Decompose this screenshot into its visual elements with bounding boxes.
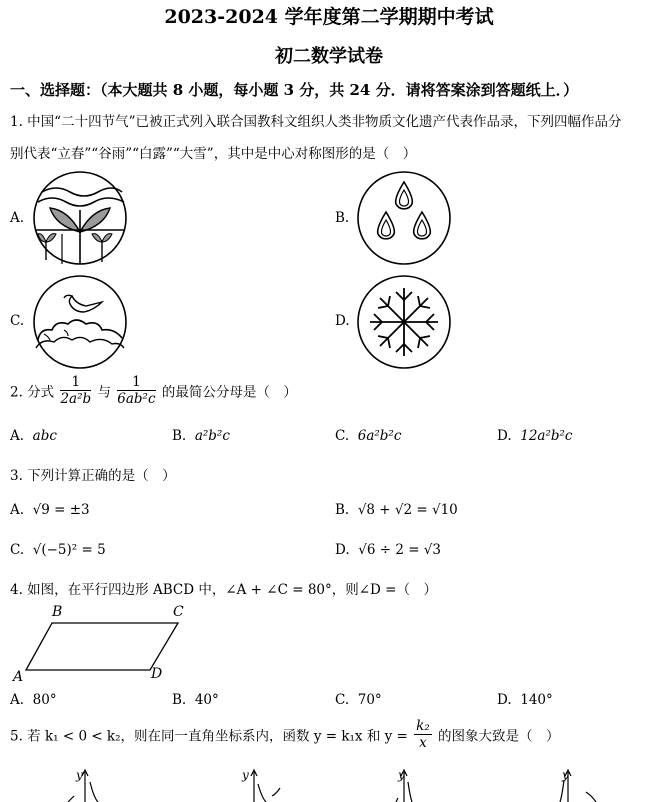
q3-option-c-text: √(−5)² = 5 bbox=[32, 542, 106, 558]
q1-label-c: C. bbox=[10, 313, 25, 329]
q5-graph-a bbox=[60, 768, 110, 802]
q3-option-d-label: D. bbox=[335, 542, 350, 558]
q2-prefix: 2. 分式 bbox=[10, 384, 55, 401]
q5-graph-c-axis-label: y bbox=[398, 768, 405, 782]
vertex-b-label: B bbox=[52, 604, 63, 620]
q2-option-a-text: abc bbox=[32, 428, 57, 444]
q4-option-c[interactable] bbox=[335, 692, 382, 708]
q4-option-b[interactable] bbox=[172, 692, 219, 708]
q2-option-c-label: C. bbox=[335, 428, 350, 444]
q2-option-b[interactable] bbox=[172, 428, 230, 444]
q4-option-d[interactable] bbox=[497, 692, 553, 708]
q3-option-b-text: √8 + √2 = √10 bbox=[357, 502, 458, 518]
q3-option-b-label: B. bbox=[335, 502, 350, 518]
q2-option-a-label: A. bbox=[10, 428, 25, 444]
q3-option-a-label: A. bbox=[10, 502, 25, 518]
q2-frac1-num: 1 bbox=[60, 374, 91, 391]
section-heading: 一、选择题：（本大题共 8 小题，每小题 3 分，共 24 分．请将答案涂到答题纸上．） bbox=[10, 81, 579, 99]
exam-subtitle: 初二数学试卷 bbox=[275, 46, 383, 67]
q4-option-b-text: 40° bbox=[194, 692, 219, 708]
q2-option-b-label: B. bbox=[172, 428, 187, 444]
parallelogram-diagram bbox=[0, 600, 200, 690]
q5-prefix: 5. 若 k₁ < 0 < k₂，则在同一直角坐标系内，函数 y = k₁x 和 y = bbox=[10, 728, 408, 745]
q2-suffix: 的最简公分母是（ ） bbox=[161, 384, 297, 401]
q4-option-d-text: 140° bbox=[520, 692, 553, 708]
q4-option-b-label: B. bbox=[172, 692, 187, 708]
q5-graph-d-axis-label: y bbox=[562, 768, 569, 782]
daxue-icon bbox=[356, 274, 452, 370]
q5-stem bbox=[10, 718, 560, 751]
vertex-d-label: D bbox=[151, 666, 163, 682]
q1-stem-line1: 1. 中国“二十四节气”已被正式列入联合国教科文组织人类非物质文化遗产代表作品录，下列四幅作品分 bbox=[10, 114, 622, 130]
q4-option-a[interactable] bbox=[10, 692, 57, 708]
q3-option-b[interactable] bbox=[335, 502, 458, 518]
q3-option-d[interactable] bbox=[335, 542, 441, 558]
q3-option-d-text: √6 ÷ 2 = √3 bbox=[358, 542, 441, 558]
q5-frac-num: k₂ bbox=[416, 718, 430, 734]
q3-option-a[interactable] bbox=[10, 502, 90, 518]
q1-stem-line2: 别代表“立春”“谷雨”“白露”“大雪”，其中是中心对称图形的是（ ） bbox=[10, 146, 417, 162]
q2-frac1-den: 2a²b bbox=[60, 391, 92, 407]
q2-fraction-2 bbox=[117, 374, 155, 407]
q2-fraction-1 bbox=[60, 374, 91, 407]
q5-graph-a-axis-label: y bbox=[76, 768, 83, 782]
q4-option-a-label: A. bbox=[10, 692, 25, 708]
bailu-icon bbox=[32, 274, 128, 370]
q1-label-b: B. bbox=[335, 210, 350, 226]
q2-option-d-label: D. bbox=[497, 428, 512, 444]
q2-option-c-text: 6a²b²c bbox=[357, 428, 402, 444]
q2-option-b-text: a²b²c bbox=[194, 428, 230, 444]
q3-stem: 3. 下列计算正确的是（ ） bbox=[10, 468, 176, 484]
q5-graph-b-axis-label: y bbox=[242, 768, 249, 782]
q2-frac2-num: 1 bbox=[117, 374, 155, 391]
vertex-a-label: A bbox=[13, 669, 24, 685]
q5-fraction bbox=[414, 718, 432, 751]
q4-option-c-label: C. bbox=[335, 692, 350, 708]
vertex-c-label: C bbox=[173, 604, 184, 620]
q5-frac-den: x bbox=[419, 735, 427, 751]
guyu-icon bbox=[356, 170, 452, 266]
q1-label-a: A. bbox=[10, 210, 25, 226]
q3-option-c-label: C. bbox=[10, 542, 25, 558]
q4-option-d-label: D. bbox=[497, 692, 512, 708]
q2-option-a[interactable] bbox=[10, 428, 57, 444]
q2-mid: 与 bbox=[97, 384, 111, 401]
q2-option-c[interactable] bbox=[335, 428, 401, 444]
lichun-icon bbox=[32, 170, 128, 266]
q2-option-d-text: 12a²b²c bbox=[520, 428, 573, 444]
q4-option-a-text: 80° bbox=[32, 692, 57, 708]
q2-option-d[interactable] bbox=[497, 428, 573, 444]
q2-stem bbox=[10, 374, 297, 407]
q3-option-a-text: √9 = ±3 bbox=[32, 502, 90, 518]
q5-suffix: 的图象大致是（ ） bbox=[438, 728, 560, 745]
q1-label-d: D. bbox=[335, 313, 350, 329]
exam-title: 2023-2024 学年度第二学期期中考试 bbox=[164, 6, 494, 28]
q4-stem: 4. 如图，在平行四边形 ABCD 中，∠A + ∠C = 80°，则∠D =（ ） bbox=[10, 582, 437, 598]
q2-frac2-den: 6ab²c bbox=[117, 391, 156, 407]
q4-option-c-text: 70° bbox=[357, 692, 382, 708]
q3-option-c[interactable] bbox=[10, 542, 106, 558]
